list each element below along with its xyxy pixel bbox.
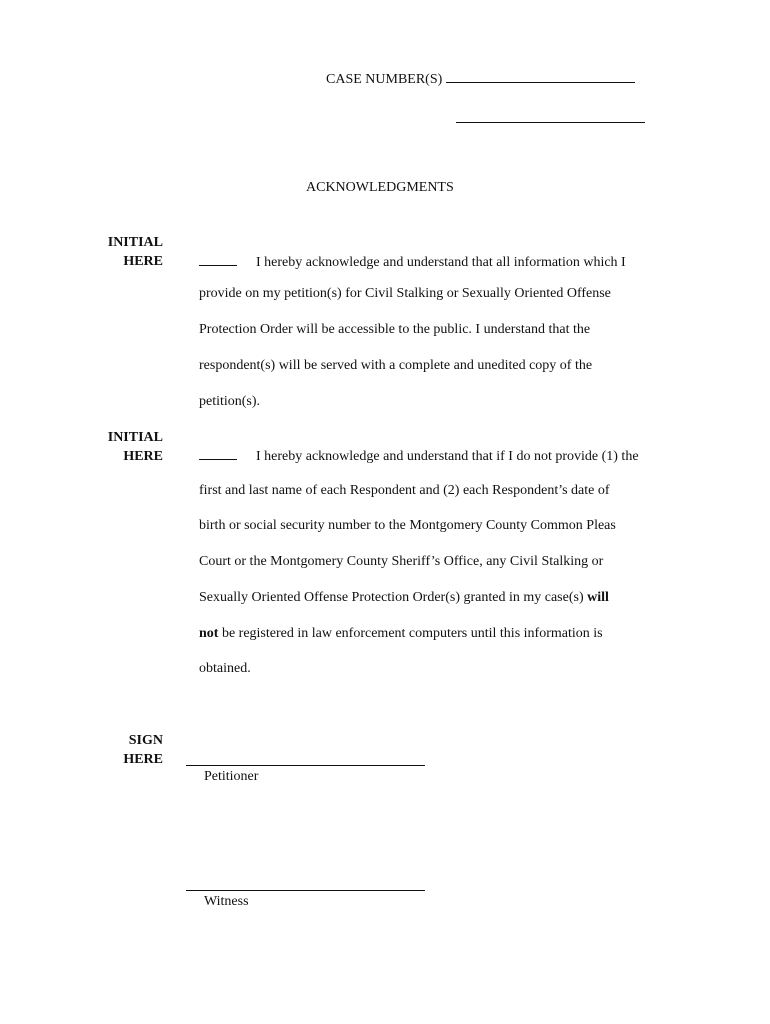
ack-2-line-7: obtained. [199, 661, 251, 676]
ack-2-line-5: Sexually Oriented Offense Protection Order(s) granted in my case(s) will [199, 590, 609, 605]
sign-here-label: SIGN HERE [123, 733, 163, 767]
initial-here-label-1: INITIAL HERE [107, 235, 163, 269]
ack-1-line-2: provide on my petition(s) for Civil Stalking or Sexually Oriented Offense [199, 286, 611, 301]
petitioner-signature-line[interactable] [186, 765, 425, 766]
case-number-label: CASE NUMBER(S) [326, 72, 443, 87]
page-title: ACKNOWLEDGMENTS [306, 180, 454, 195]
ack-2-line-1: I hereby acknowledge and understand that if I do not provide (1) the [199, 447, 639, 465]
initial-field-1[interactable] [199, 253, 237, 266]
witness-label: Witness [204, 894, 249, 909]
initial-field-2[interactable] [199, 447, 237, 460]
ack-1-line-1: I hereby acknowledge and understand that all information which I [199, 253, 626, 271]
ack-2-line-4: Court or the Montgomery County Sheriff’s Office, any Civil Stalking or [199, 554, 604, 569]
petitioner-label: Petitioner [204, 769, 259, 784]
ack-1-line-5: petition(s). [199, 394, 261, 409]
ack-1-line-4: respondent(s) will be served with a complete and unedited copy of the [199, 358, 593, 373]
ack-1-line-3: Protection Order will be accessible to the public. I understand that the [199, 322, 591, 337]
ack-2-line-6: not be registered in law enforcement computers until this information is [199, 626, 603, 641]
case-number-field[interactable] [446, 70, 635, 83]
case-number-line [326, 70, 635, 88]
witness-signature-line[interactable] [186, 890, 425, 891]
case-number-field-2[interactable] [456, 122, 645, 123]
ack-2-line-2: first and last name of each Respondent and (2) each Respondent’s date of [199, 483, 610, 498]
ack-2-line-3: birth or social security number to the Montgomery County Common Pleas [199, 518, 616, 533]
initial-here-label-2: INITIAL HERE [107, 430, 163, 464]
